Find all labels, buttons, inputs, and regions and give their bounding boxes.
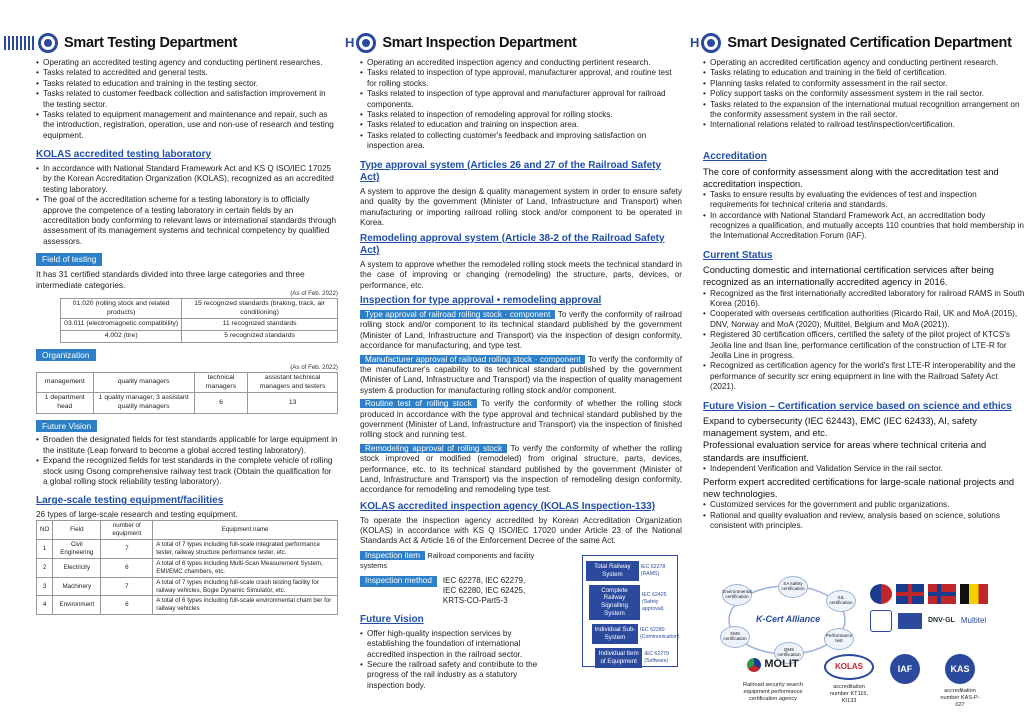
item-tag: Inspection item: [360, 551, 425, 560]
list-item: • International relations related to railroad test/inspection/certification.: [703, 120, 1025, 130]
table-header: quality managers: [93, 373, 194, 393]
table-cell: Machinery: [53, 577, 101, 596]
vision-lead-2: Professional evaluation service for areas where technical criteria and standards are insufficient.: [703, 440, 987, 463]
org-tag: Organization: [36, 349, 96, 362]
diagram-box: Individual Item of Equipment: [595, 648, 642, 668]
table-cell: 15 recognized standards (braking, track, air conditioning): [182, 299, 338, 319]
table-cell: Environment: [53, 596, 101, 615]
status-list: [703, 289, 1025, 393]
accr-heading: Accreditation: [703, 150, 767, 162]
insp-heading: Inspection for type approval • remodeling approval: [360, 295, 602, 307]
list-item: • Expand the recognized fields for test standards in the complete vehicle of rolling stock using Osong comprehensive railway test track (Obtain the qualification for a global rolling stock reliability testing laboratory).: [36, 456, 338, 487]
dept-title: Smart Designated Certification Department: [727, 34, 1012, 51]
list-item: • Tasks related to equipment management and maintenance and repair, such as the introduction, registration, operation, use and non-use of research and testing equipment.: [36, 110, 338, 141]
molit-icon: [747, 658, 761, 672]
org-table: [36, 372, 338, 414]
uk-flag-icon: [896, 584, 924, 604]
list-item: • In accordance with National Standard Framework Act and KS Q ISO/IEC 17025 by the Korean Accreditation Organization (KOLAS), recognized as an accredited testing laboratory.: [36, 164, 338, 195]
table-cell: 6: [194, 393, 247, 413]
table-row: [61, 319, 338, 331]
diagram-box: Complete Railway Signalling System: [589, 585, 640, 621]
vision-tag: Future Vision: [36, 420, 97, 433]
method-lines: [443, 576, 525, 606]
vision-heading: Future Vision – Certification service based on science and ethics: [703, 400, 1012, 412]
logo-grid: [870, 584, 1020, 644]
barcode-icon: [4, 36, 36, 50]
table-cell: Electricity: [53, 558, 101, 577]
list-item: • Customized services for the government and public organizations.: [703, 500, 1025, 510]
vision-lead-3: Perform expert accredited certifications for large-scale national projects and new technologies.: [703, 477, 1015, 500]
insp-item-tag: Remodeling approval of rolling stock: [360, 444, 507, 453]
table-header: assistant technical managers and testers: [248, 373, 338, 393]
vision-list: [36, 435, 338, 487]
header-testing: [4, 30, 237, 56]
list-item: • In accordance with National Standard Framework Act, an accreditation body recognizes a qualification, and mutually accepts 110 countries that hold membership in the International Accreditation Forum (IAF).: [703, 211, 1025, 242]
table-row: [37, 577, 338, 596]
list-item: • Operating an accredited testing agency and conducting pertinent researches.: [36, 58, 338, 68]
table-header: NO: [37, 521, 53, 540]
agency-heading: KOLAS accredited inspection agency (KOLAS Inspection-133): [360, 500, 656, 512]
list-item: • Recognized as the first internationally accredited laboratory for railroad RAMS in South Korea (2016).: [703, 289, 1025, 310]
alliance-node: SMS certification: [720, 626, 750, 648]
dnv-logo: DNV·GL: [928, 616, 955, 624]
iaf-logo: IAF: [890, 654, 920, 684]
table-cell: A total of 6 types including Multi-Scan Measurement System, EMI/EMC chambers, etc.: [153, 558, 338, 577]
agency-text: To operate the inspection agency accredited by Korean Accreditation Organization (KOLAS) in accordance with KS Q ISO/IEC 17020 under Article 23 of the National Standards Act & Article 16 of the Enforcement Decree of the same Act.: [360, 515, 682, 546]
table-cell: 7: [101, 577, 153, 596]
list-item: • Tasks related to accredited and general tests.: [36, 68, 338, 78]
table-header: number of equipment: [101, 521, 153, 540]
target-icon: [38, 33, 58, 53]
column-certification: [703, 58, 1025, 531]
table-cell: 5 recognized standards: [182, 330, 338, 342]
table-cell: 11 recognized standards: [182, 319, 338, 331]
insp-bottom: [360, 550, 682, 690]
table-row: [37, 596, 338, 615]
table-cell: 13: [248, 393, 338, 413]
table-cell: 1: [37, 540, 53, 559]
molit-logo: MOLIT: [764, 658, 799, 671]
field-tag: Field of testing: [36, 253, 102, 266]
kri-logo: [870, 610, 892, 632]
list-item: • Tasks related to inspection of remodeling approval for rolling stocks.: [360, 110, 682, 120]
method-line: IEC 62278, IEC 62279,: [442, 575, 526, 585]
table-cell: 6: [101, 558, 153, 577]
intro-list: [360, 58, 682, 152]
list-item: • Planning tasks related to conformity assessment in the rail sector.: [703, 79, 1025, 89]
list-item: • Tasks related to education and training in the testing sector.: [36, 79, 338, 89]
equip-table: [36, 520, 338, 615]
header-certification: [690, 30, 1012, 56]
dept-title: Smart Testing Department: [64, 34, 238, 51]
alliance-node: SA safety certification: [778, 576, 808, 598]
status-lead: Conducting domestic and international certification services after being recognized as an internationally accredited agency in 2016.: [703, 265, 994, 288]
insp-item: [360, 444, 682, 496]
dept-title: Smart Inspection Department: [382, 34, 577, 51]
list-item: • Offer high-quality inspection services by establishing the foundation of international accredited inspection in the railroad sector.: [360, 629, 556, 660]
list-item: • Tasks relating to education and training in the field of certification.: [703, 68, 1025, 78]
kas-logo: KAS: [945, 654, 975, 684]
insp-item: [360, 399, 682, 441]
status-heading: Current Status: [703, 249, 773, 261]
list-item: • Tasks to ensure results by evaluating the evidences of test and inspection requirements for technical criteria and standards.: [703, 190, 1025, 211]
table-cell: 1 department head: [37, 393, 94, 413]
table-cell: 2: [37, 558, 53, 577]
list-item: • Tasks related to collecting customer's feedback and improving satisfaction on inspection area.: [360, 131, 682, 152]
norway-flag-icon: [928, 584, 956, 604]
diagram-box: Total Railway System: [586, 561, 639, 581]
iec-diagram: [582, 555, 678, 667]
table-header: Equipment name: [153, 521, 338, 540]
insp-item-tag: Type approval of railroad rolling stock · component: [360, 310, 555, 319]
vision-item: • Independent Verification and Validation Service in the rail sector.: [703, 464, 1025, 474]
vision-list-2: [703, 500, 1025, 531]
remod-text: A system to approve whether the remodeled rolling stock meets the technical standard in the case of improving or changing (remodeling) the structure, parts, devices, or performance, etc.: [360, 260, 682, 290]
accreditation-logos: [734, 654, 1024, 724]
method-line: KRTS-CO-Part5-3: [442, 595, 508, 605]
molit-caption: Railroad security search equipment performance certification agency: [742, 682, 803, 703]
insp-item-tag: Routine test of rolling stock: [360, 399, 477, 408]
table-cell: 1 quality manager, 3 assistant quality managers: [93, 393, 194, 413]
table-header: Field: [53, 521, 101, 540]
intro-list: [703, 58, 1025, 131]
h-icon: H: [345, 34, 355, 50]
kolas-logo: KOLAS: [824, 654, 874, 680]
column-testing: [36, 58, 338, 615]
diagram-label: IEC 62279 (Software): [644, 651, 669, 664]
korea-flag-icon: [870, 584, 892, 604]
remod-heading: Remodeling approval system (Article 38-2 of the Railroad Safety Act): [360, 232, 665, 257]
field-text: It has 31 certified standards divided into three large categories and three intermediate categories.: [36, 268, 305, 290]
alliance-node: Environmental certification: [722, 584, 752, 606]
method-line: IEC 62280, IEC 62425,: [442, 585, 526, 595]
org-note: (As of Feb. 2022): [290, 364, 338, 372]
table-cell: 3: [37, 577, 53, 596]
table-row: [37, 540, 338, 559]
insp-list: [360, 310, 682, 496]
header-inspection: [345, 30, 577, 56]
diagram-label: IEC 62278 (RAMS): [640, 564, 666, 577]
table-cell: 4: [37, 596, 53, 615]
vision-lead-1: Expand to cybersecurity (IEC 62443), EMC (IEC 62433), AI, safety management system, and etc.: [703, 416, 977, 439]
type-text: A system to approve the design & quality management system in order to ensure safety and quality by the government (Minister of Land, Infrastructure and Transport) when manufacturing or importing railroad rolling stock and/or component to be operated in Korea.: [360, 187, 682, 228]
list-item: • Broaden the designated fields for test standards applicable for large equipment in the institute (Leap forward to become a global accred testing laboratory).: [36, 435, 338, 456]
diagram-label: IEC 62425 (Safety approval): [641, 592, 667, 612]
table-header: management: [37, 373, 94, 393]
table-row: [37, 558, 338, 577]
diagram-box: Individual Sub-System: [592, 624, 638, 644]
alliance-center: K-Cert Alliance: [756, 614, 821, 624]
table-cell: 01.020 (rolling stock and related products): [61, 299, 182, 319]
h-icon: H: [690, 34, 700, 50]
insp-item: [360, 355, 682, 397]
vision-heading: Future Vision: [360, 614, 424, 626]
list-item: • Registered 30 certification officers, certified the safety of the pilot project of KTCS's Jeolla line and Ilsan line, performance certification of the construction of LTE-R for Jeolla Line in progress.: [703, 330, 1025, 361]
insp-item-text: To verify the conformity of railroad rolling stock and/or component to its technical standard published by the government (Minister of Land, Infrastructure and Transport) via the inspection of design conformity, accordance for manufacturing, and type test.: [360, 309, 682, 351]
insp-item-text: To verify the conformity of whether the rolling stock produced in accordance with the type approval and technical standard published by the government (Minister of Land, Infrastructure and Transport) via the inspection of finished rolling stock and running test.: [360, 399, 682, 440]
k-cert-alliance-diagram: [714, 576, 860, 664]
table-cell: Civil Engineering: [53, 540, 101, 559]
list-item: • Recognized as certification agency for the world's first LTE-R interoperability and the performance of security scr ening equipment in line with the Railroad Safety Act (2021).: [703, 361, 1025, 392]
type-heading: Type approval system (Articles 26 and 27 of the Railroad Safety Act): [360, 159, 662, 184]
table-row: [61, 330, 338, 342]
list-item: • The goal of the accreditation scheme for a testing laboratory is to officially approve the competence of a testing laboratory in certain fields by an accreditation body conforming to relevant laws or international standards through assessment of its management systems and technical competency by qualified assessors.: [36, 195, 338, 247]
table-cell: A total of 7 types including full-scale integrated performance tester, railway structure performance tester, etc.: [153, 540, 338, 559]
insp-item: [360, 310, 682, 352]
list-item: • Operating an accredited certification agency and conducting pertinent research.: [703, 58, 1025, 68]
list-item: • Policy support tasks on the conformity assessment system in the rail sector.: [703, 89, 1025, 99]
list-item: • Tasks related to customer feedback collection and satisfaction improvement in the testing sector.: [36, 89, 338, 110]
kas-caption: accreditation number KAS-P-027: [940, 688, 980, 709]
ricardo-logo: [898, 613, 922, 629]
table-cell: 6: [101, 596, 153, 615]
field-note: (As of Feb. 2022): [290, 290, 338, 298]
insp-item-text: To verify the conformity of the manufacturer's capability to its technical standard published by the government (Minister of Land, Infrastructure and Transport) via the inspection of quality management system & production for manufacturing rolling stock and/or component.: [360, 354, 683, 395]
field-table: [60, 298, 338, 343]
intro-list: [36, 58, 338, 141]
accr-list: [703, 190, 1025, 242]
column-inspection: [360, 58, 683, 690]
kolas-list: [36, 164, 338, 247]
table-cell: 7: [101, 540, 153, 559]
list-item: • Rational and quality evaluation and review, analysis based on science, solutions consistent with principles.: [703, 511, 1025, 532]
table-row: [61, 299, 338, 319]
list-item: • Tasks related to inspection of type approval, manufacturer approval, and routine test for rolling stocks.: [360, 68, 682, 89]
item-text: Railroad components and facility systems: [360, 550, 535, 571]
accr-lead: The core of conformity assessment along with the accreditation test and accreditation inspection.: [703, 166, 999, 189]
diagram-label: IEC 62280 (Communication): [640, 627, 680, 640]
alliance-node: Performance test: [824, 628, 854, 650]
equip-text: 26 types of large-scale research and testing equipment.: [36, 510, 238, 520]
table-header: technical managers: [194, 373, 247, 393]
table-cell: A total of 7 types including full-scale crash testing facility for railway vehicles, Bogie Dynamic Simulator, etc.: [153, 577, 338, 596]
belgium-flag-icon: [960, 584, 988, 604]
list-item: • Secure the railroad safety and contribute to the progress of the rail industry as a statutory inspection body.: [360, 660, 556, 691]
kolas-heading: KOLAS accredited testing laboratory: [36, 149, 212, 161]
equip-heading: Large-scale testing equipment/facilities: [36, 495, 224, 507]
insp-item-tag: Manufacturer approval of railroad rolling stock · component: [360, 355, 585, 364]
table-cell: 03.011 (electromagnetic compatibility): [61, 319, 182, 331]
method-tag: Inspection method: [360, 576, 437, 587]
list-item: • Tasks related to education and training on inspection area.: [360, 120, 682, 130]
list-item: • Tasks related to inspection of type approval and manufacturer approval for railroad components.: [360, 89, 682, 110]
kolas-caption: accreditation number KT115, KI133: [829, 684, 869, 705]
insp-item-text: To verify the conformity of whether the rolling stock improved or modified (remodeled) from original structure, parts, devices, performance, etc. to its technical standard published by the government (Minister of Land, Infrastructure and Transport) via the inspection of remodeling design conformity, accordance for remodeling and remodeling type test.: [360, 443, 682, 495]
alliance-node: SIL certification: [826, 590, 856, 612]
list-item: • Operating an accredited inspection agency and conducting pertinent research.: [360, 58, 682, 68]
table-cell: 4.002 (tire): [61, 330, 182, 342]
multitel-logo: Multitel: [960, 615, 987, 625]
target-icon: [356, 33, 376, 53]
list-item: • Tasks related to the expansion of the international mutual recognition arrangement on the conformity assessment system in the rail sector.: [703, 100, 1025, 121]
list-item: • Cooperated with overseas certification authorities (Ricardo Rail, UK and MoA (2015), DNV, Norway and MoA (2020), Multitel, Belgium and MoA (2021)).: [703, 309, 1025, 330]
alliance-node: QMS certification: [774, 642, 804, 664]
target-icon: [701, 33, 721, 53]
vision-list: [360, 629, 556, 691]
table-cell: A total of 6 types including full-scale environmental cham ber for railway vehicles: [153, 596, 338, 615]
